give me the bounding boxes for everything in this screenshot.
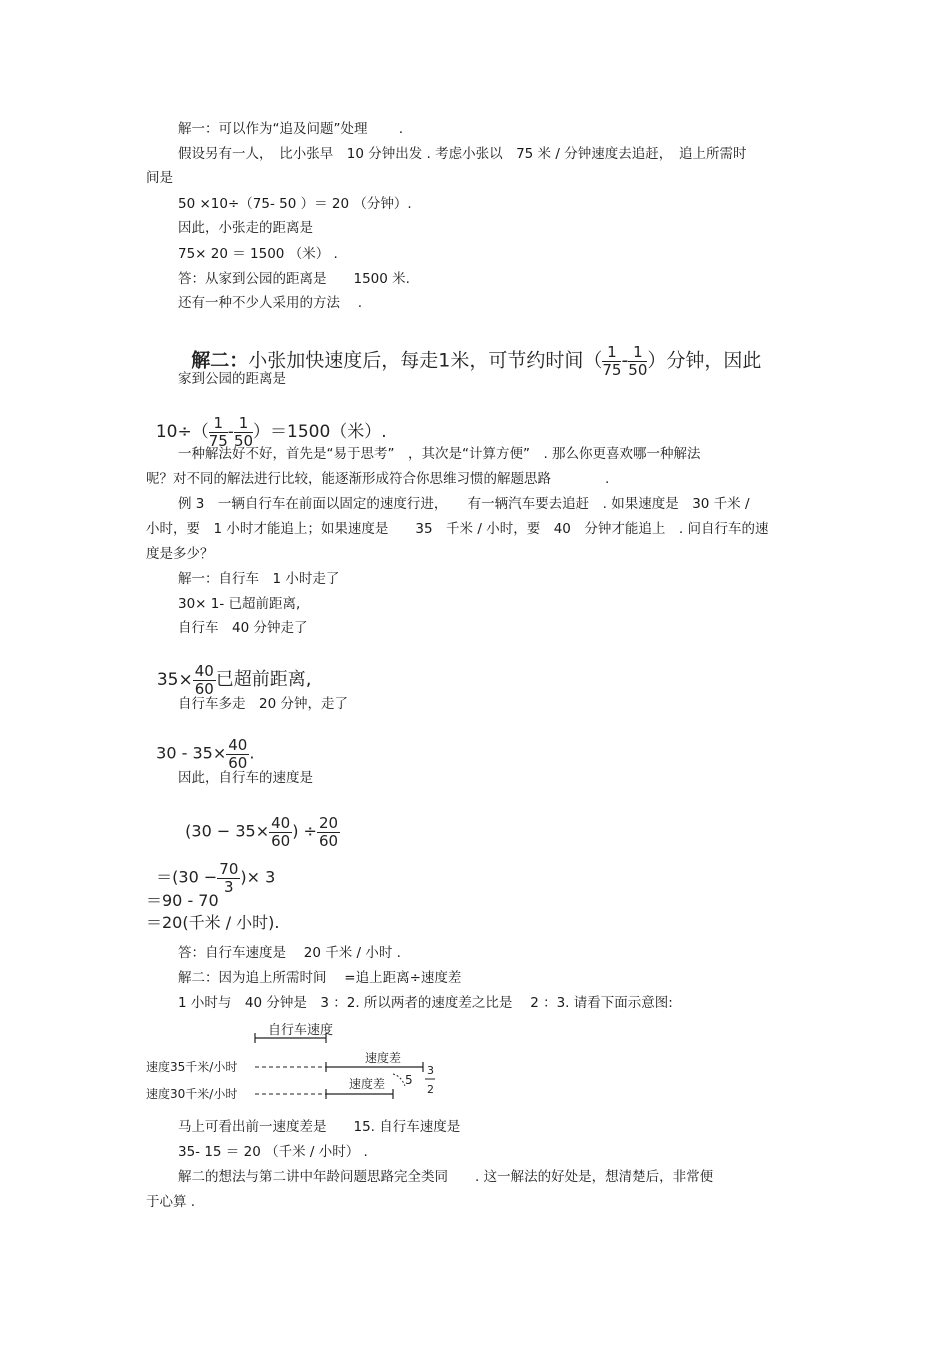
text-line: 间是 [146,170,173,186]
fraction-20-60: $\frac{20}{60}$ [318,814,339,850]
text-line: 解一：可以作为“追及问题”处理 . [178,121,404,137]
solution-two-text-b: ）分钟，因此 [647,349,762,372]
text-line: 答：自行车速度是 20 千米 / 小时 . [178,945,401,961]
text-line: 75× 20 ＝ 1500 （米） . [178,246,338,262]
text-line: 35- 15 ＝ 20 （千米 / 小时） . [178,1144,368,1160]
speed-diff-label-1: 速度差 [365,1051,402,1065]
formula-part: )× 3 [240,867,276,887]
speed-diff-label-2: 速度差 [349,1077,386,1091]
text-line: 还有一种不少人采用的方法 . [178,295,363,311]
diff-five: 5 [405,1073,413,1087]
formula-part: ＝(30 − [156,867,218,887]
formula-part: 30 - 35× [156,743,227,763]
formula-part: 35× [156,670,193,690]
text-line: 解二：因为追上所需时间 =追上距离÷速度差 [178,970,462,986]
fraction-1-75: $\frac{1}{75}$ [208,414,228,450]
text-line: 解一：自行车 1 小时走了 [178,571,340,587]
formula-part: 已超前距离, [215,669,312,690]
formula-part: 10÷（ [155,422,209,442]
text-line: 30× 1- 已超前距离, [178,596,301,612]
formula-part: ) ÷ [292,821,317,841]
ratio-three: 3 [427,1064,434,1077]
formula-part: (30 − 35× [185,821,270,841]
text-line: 呢？对不同的解法进行比较，能逐渐形成符合你思维习惯的解题思路 . [146,471,610,487]
text-line: 因此，自行车的速度是 [178,770,313,786]
diff-arc [393,1074,405,1086]
text-line: 答：从家到公园的距离是 1500 米. [178,271,410,287]
fraction-70-3: $\frac{70}{3}$ [219,860,239,896]
fraction-40-60: $\frac{40}{60}$ [228,736,248,772]
fraction-40-60: $\frac{40}{60}$ [194,662,214,698]
distance-formula [145,395,387,449]
solution-two-text-a: 小张加快速度后，每走1米，可节约时间（ [248,349,603,372]
minus-sign: - [621,349,629,372]
solution-two-heading [178,322,761,378]
formula-35x [146,643,312,697]
formula-step3: ＝90 - 70 [146,891,219,910]
fraction-40-60: $\frac{40}{60}$ [271,814,291,850]
text-line: 例 3 一辆自行车在前面以固定的速度行进， 有一辆汽车要去追赶 . 如果速度是 30 千米 / [178,496,750,512]
fraction-1-50: $\frac{1}{50}$ [628,343,648,379]
text-line: 于心算 . [146,1194,196,1210]
text-line: 50 ×10÷（75- 50 ）＝ 20 （分钟）. [178,196,412,212]
fraction-1-75: $\frac{1}{75}$ [602,343,622,379]
ratio-two: 2 [427,1083,434,1096]
text-line: 马上可看出前一速度差是 15. 自行车速度是 [178,1119,461,1135]
solution-two-lead: 解二： [191,349,249,372]
minus-sign: - [227,422,234,442]
row-35-label: 速度35千米/小时 [146,1060,238,1074]
row-30-label: 速度30千米/小时 [146,1087,238,1101]
text-line: 家到公园的距离是 [178,371,286,387]
text-line: 自行车多走 20 分钟，走了 [178,696,348,712]
formula-30-35x: 30 - 35× $\frac{40}{60}$ . [156,736,255,772]
text-line: 假设另有一人， 比小张早 10 分钟出发 . 考虑小张以 75 米 / 分钟速度去追赶， 追上所需时 [178,146,747,162]
formula-part: ）＝1500（米）. [253,422,387,442]
text-line: 解二的想法与第二讲中年龄问题思路完全类同 . 这一解法的好处是，想清楚后，非常便 [178,1169,714,1185]
speed-diagram [143,1018,443,1108]
text-line: 因此，小张走的距离是 [178,220,313,236]
text-line: 度是多少？ [146,546,214,562]
formula-step4: ＝20(千米 / 小时). [146,913,280,932]
text-line: 一种解法好不好，首先是“易于思考” ，其次是“计算方便” . 那么你更喜欢哪一种解法 [178,446,701,462]
text-line: 自行车 40 分钟走了 [178,620,308,636]
fraction-1-50: $\frac{1}{50}$ [233,414,254,450]
text-line: 小时，要 1 小时才能追上；如果速度是 35 千米 / 小时，要 40 分钟才能追上 . 问自行车的速 [146,521,769,537]
bike-speed-label: 自行车速度 [268,1023,334,1038]
text-line: 1 小时与 40 分钟是 3 ：2. 所以两者的速度差之比是 2 ：3. 请看下面示意图: [178,995,673,1011]
